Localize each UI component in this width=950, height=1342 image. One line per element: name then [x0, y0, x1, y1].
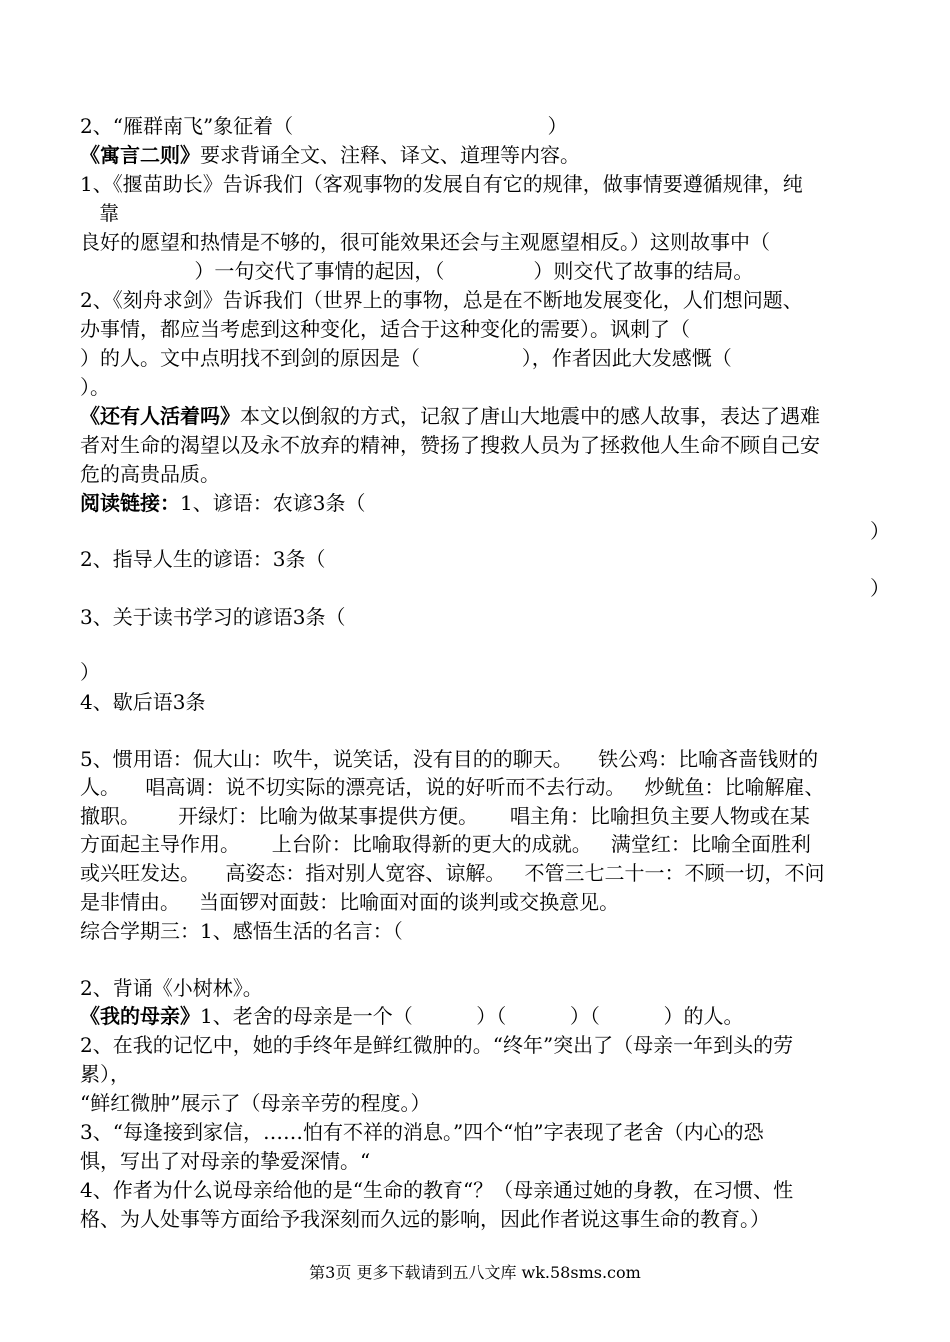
text-line: 或兴旺发达。 高姿态：指对别人宽容、谅解。 不管三七二十一：不顾一切，不问	[80, 861, 825, 885]
section-heading	[80, 141, 890, 169]
closing-paren: ）	[870, 519, 890, 543]
text-line: “鲜红微肿”展示了（母亲辛劳的程度。）	[80, 1091, 431, 1115]
bold-title: 《我的母亲》	[80, 1004, 200, 1028]
heading-text: 要求背诵全文、注释、译文、道理等内容。	[200, 143, 580, 167]
text-line: 靠	[80, 201, 120, 225]
text-line: 2、背诵《小树林》。	[80, 976, 263, 1000]
closing-paren: ）	[870, 576, 890, 600]
section-heading	[80, 402, 890, 430]
text-line: 3、“每逢接到家信，……怕有不祥的消息。”四个“怕”字表现了老舍（内心的恐	[80, 1120, 764, 1144]
heading-text: 1、谚语：农谚3条（	[180, 491, 366, 515]
text-line: ）	[80, 660, 100, 684]
heading-text: 本文以倒叙的方式，记叙了唐山大地震中的感人故事，表达了遇难	[240, 404, 820, 428]
text-line: 2、“雁群南飞”象征着（ ）	[80, 114, 568, 138]
text-line: 办事情，都应当考虑到这种变化，适合于这种变化的需要）。讽刺了（	[80, 317, 690, 341]
text-line: 1、《揠苗助长》告诉我们（客观事物的发展自有它的规律，做事情要遵循规律，纯	[80, 172, 803, 196]
text-line: 4、歇后语3条	[80, 690, 206, 714]
text-line: 2、在我的记忆中，她的手终年是鲜红微肿的。“终年”突出了（母亲一年到头的劳	[80, 1033, 794, 1057]
text-line: 方面起主导作用。 上台阶：比喻取得新的更大的成就。 满堂红：比喻全面胜利	[80, 832, 811, 856]
text-line: 3、关于读书学习的谚语3条（	[80, 605, 346, 629]
text-line: ）。	[80, 375, 110, 399]
text-line: ）的人。文中点明找不到剑的原因是（ ），作者因此大发感慨（	[80, 346, 732, 370]
text-line: 人。 唱高调：说不切实际的漂亮话，说的好听而不去行动。 炒鱿鱼：比喻解雇、	[80, 775, 825, 799]
text-line: 2、《刻舟求剑》告诉我们（世界上的事物，总是在不断地发展变化，人们想问题、	[80, 288, 803, 312]
text-line: 是非情由。 当面锣对面鼓：比喻面对面的谈判或交换意见。	[80, 890, 620, 914]
text-line: 5、惯用语：侃大山：吹牛，说笑话，没有目的的聊天。 铁公鸡：比喻吝啬钱财的	[80, 747, 819, 771]
text-line: 累），	[80, 1062, 130, 1086]
heading-text: 1、老舍的母亲是一个（ ）（ ）（ ）的人。	[200, 1004, 744, 1028]
section-heading	[80, 1002, 890, 1030]
bold-title: 《还有人活着吗》	[80, 404, 240, 428]
text-line: 良好的愿望和热情是不够的，很可能效果还会与主观愿望相反。）这则故事中（	[80, 230, 770, 254]
text-line: 2、指导人生的谚语：3条（	[80, 547, 326, 571]
text-line: 格、为人处事等方面给予我深刻而久远的影响，因此作者说这事生命的教育。）	[80, 1207, 770, 1231]
text-line: 撤职。 开绿灯：比喻为做某事提供方便。 唱主角：比喻担负主要人物或在某	[80, 804, 810, 828]
text-line: 综合学期三：1、感悟生活的名言：（	[80, 919, 403, 943]
text-line: 惧，写出了对母亲的挚爱深情。“	[80, 1149, 371, 1173]
text-line: ）一句交代了事情的起因，（ ）则交代了故事的结局。	[80, 259, 754, 283]
section-heading	[80, 489, 890, 517]
text-line: 4、作者为什么说母亲给他的是“生命的教育“？（母亲通过她的身教，在习惯、性	[80, 1178, 794, 1202]
text-line: 危的高贵品质。	[80, 462, 220, 486]
bold-title: 阅读链接：	[80, 491, 180, 515]
page-footer: 第3页 更多下载请到五八文库 wk.58sms.com	[309, 1263, 641, 1282]
bold-title: 《寓言二则》	[80, 143, 200, 167]
text-line: 者对生命的渴望以及永不放弃的精神，赞扬了搜救人员为了拯救他人生命不顾自己安	[80, 433, 820, 457]
